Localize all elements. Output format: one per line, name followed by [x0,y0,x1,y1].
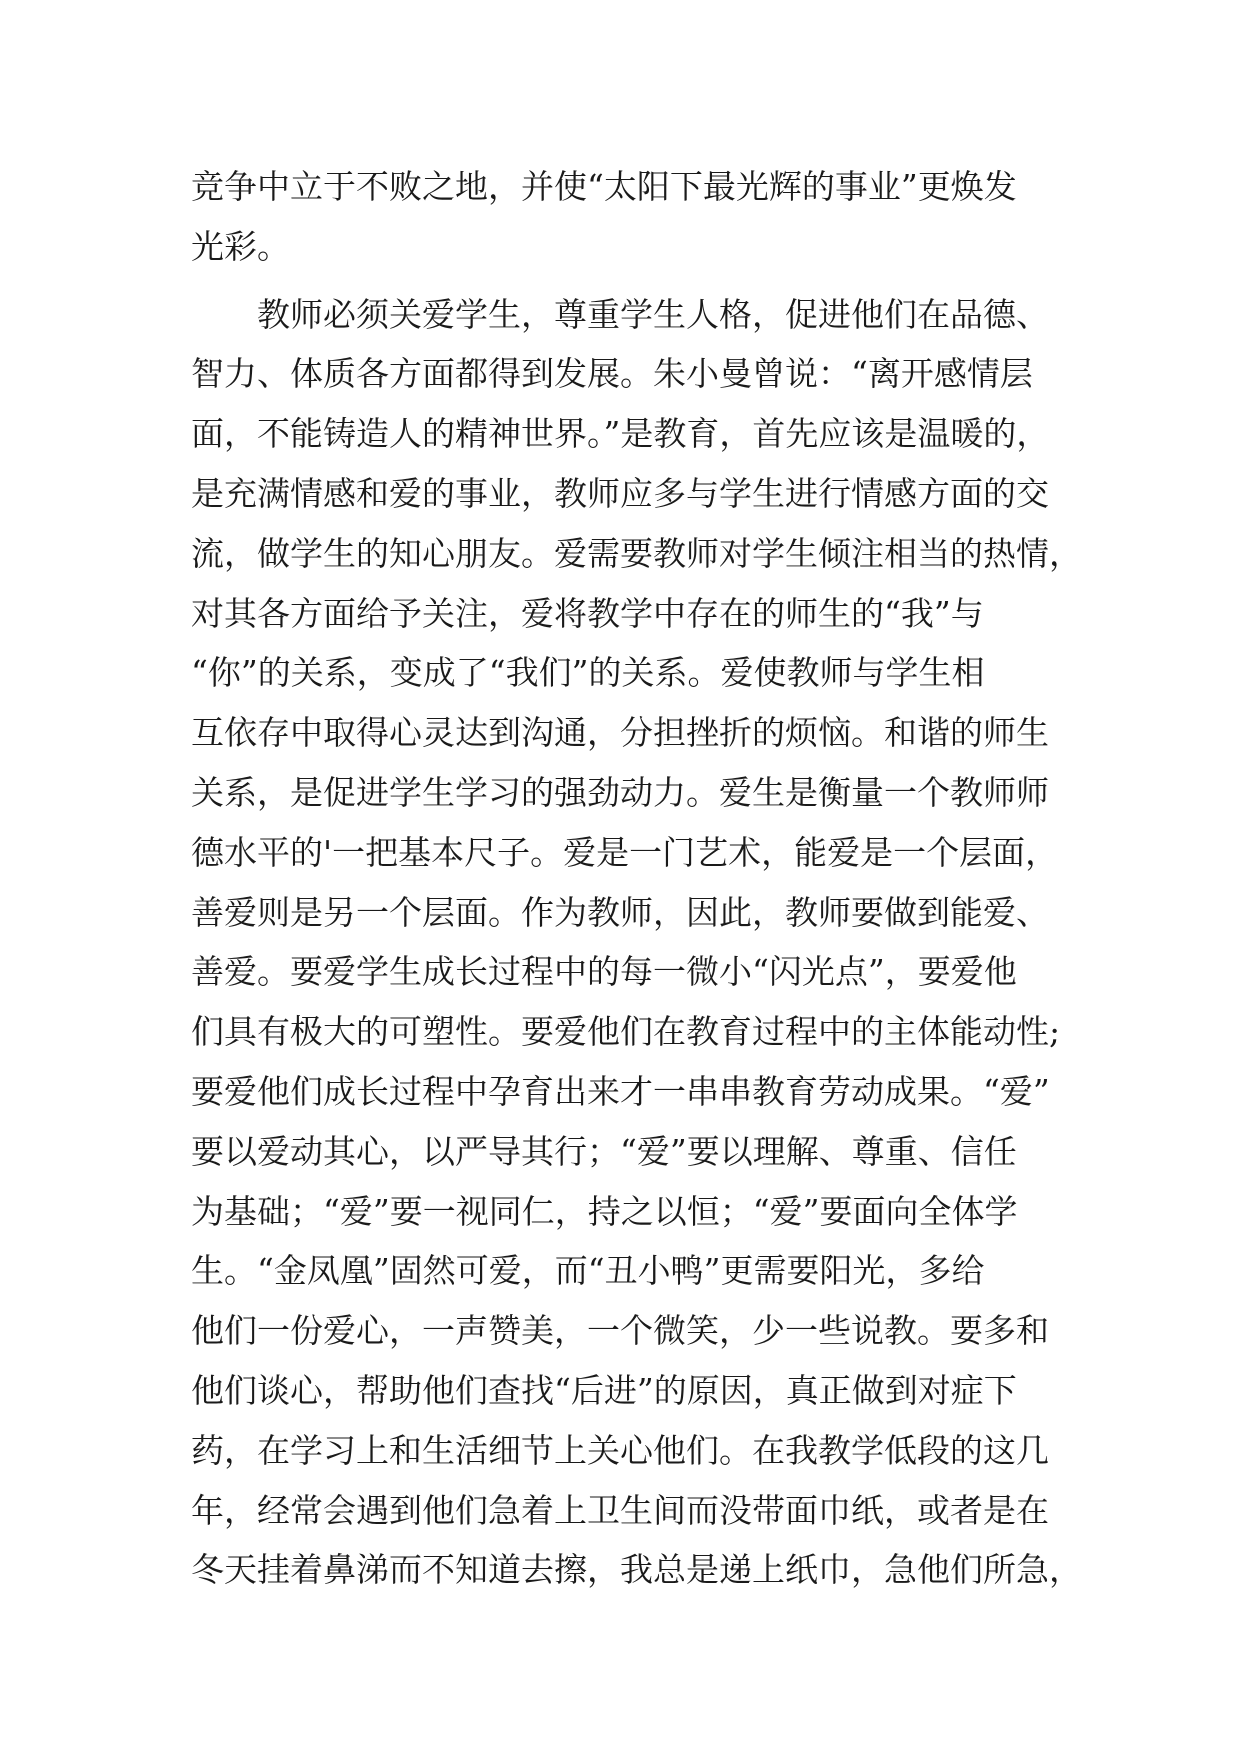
text-line: 他们谈心，帮助他们查找“后进”的原因，真正做到对症下 [191,1370,1017,1410]
text-line: 互依存中取得心灵达到沟通，分担挫折的烦恼。和谐的师生 [191,713,1049,753]
text-line: 面，不能铸造人的精神世界。”是教育，首先应该是温暖的， [191,414,1050,454]
text-line: 竞争中立于不败之地，并使“太阳下最光辉的事业”更焕发 [191,167,1017,206]
text-line: 关系，是促进学生学习的强劲动力。爱生是衡量一个教师师 [191,772,1049,812]
text-line: 他们一份爱心，一声赞美，一个微笑，少一些说教。要多和 [191,1311,1049,1351]
text-line: 善爱。要爱学生成长过程中的每一微小“闪光点”，要爱他 [191,952,1017,992]
text-line: 德水平的'一把基本尺子。爱是一门艺术，能爱是一个层面， [191,832,1059,872]
text-line: 对其各方面给予关注，爱将教学中存在的师生的“我”与 [191,593,984,633]
document-body [191,157,1082,1600]
text-line: 生。“金凤凰”固然可爱，而“丑小鸭”更需要阳光，多给 [191,1251,985,1291]
text-line: 药，在学习上和生活细节上关心他们。在我教学低段的这几 [191,1430,1049,1470]
text-line: 流，做学生的知心朋友。爱需要教师对学生倾注相当的热情， [191,533,1082,573]
text-line: 教师必须关爱学生，尊重学生人格，促进他们在品德、 [257,294,1049,334]
text-line: 要爱他们成长过程中孕育出来才一串串教育劳动成果。“爱” [191,1071,1050,1111]
text-line: 冬天挂着鼻涕而不知道去擦，我总是递上纸巾，急他们所急， [191,1550,1082,1590]
paragraph-gap [191,277,1071,285]
text-line: 光彩。 [191,226,290,266]
text-line: 要以爱动其心，以严导其行；“爱”要以理解、尊重、信任 [191,1131,1017,1171]
text-line: 智力、体质各方面都得到发展。朱小曼曾说：“离开感情层 [191,354,1033,394]
text-line: “你”的关系，变成了“我们”的关系。爱使教师与学生相 [191,653,985,693]
text-line: 是充满情感和爱的事业，教师应多与学生进行情感方面的交 [191,473,1049,513]
text-line: 们具有极大的可塑性。要爱他们在教育过程中的主体能动性; [191,1012,1061,1052]
text-line: 年，经常会遇到他们急着上卫生间而没带面巾纸，或者是在 [191,1490,1049,1530]
text-line: 为基础；“爱”要一视同仁，持之以恒；“爱”要面向全体学 [191,1191,1018,1231]
text-line: 善爱则是另一个层面。作为教师，因此，教师要做到能爱、 [191,892,1049,932]
